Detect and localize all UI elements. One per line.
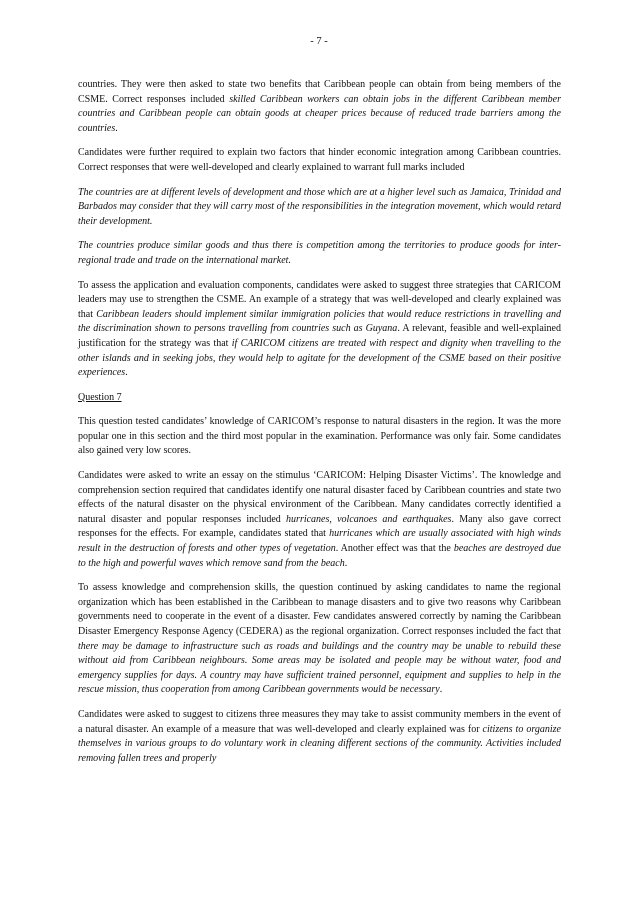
text-run: . [439,684,443,696]
italic-text: citizens to organize themselves in various groups to do voluntary work in cleaning different sections of the community. Activities included removing fallen trees and properly [78,723,561,764]
text-run: Candidates were further required to explain two factors that hinder economic integration among Caribbean countries. Correct responses that were well-developed and clearly explained to warrant full marks included [78,147,561,173]
italic-text: The countries are at different levels of development and those which are at a higher level such as Jamaica, Trinidad and Barbados may consider that they will carry most of the responsibilities in the integration movement, which would retard their development. [78,186,561,227]
paragraph [78,279,561,381]
text-run: . [115,122,118,134]
italic-text: skilled Caribbean workers can obtain jobs in the different Caribbean member countries and Caribbean people can obtain goods at cheaper prices because of reduced trade barriers among the countries [78,93,561,134]
section-heading [78,391,561,406]
paragraph [78,581,561,698]
italic-text: The countries produce similar goods and thus there is competition among the territories to produce goods for inter-regional trade and trade on the international market. [78,240,561,266]
text-run: Candidates were asked to suggest to citizens three measures they may take to assist community members in the event of a natural disaster. An example of a measure that was well-developed and clearly explained was for [78,708,561,735]
paragraph [78,469,561,571]
paragraph [78,239,561,268]
paragraph [78,146,561,175]
text-run: . Many also gave correct responses for the effects. For example, candidates stated that [78,513,561,540]
text-run: . [125,367,128,379]
paragraph [78,415,561,459]
text-run: Question 7 [78,391,122,403]
italic-text: Caribbean leaders should implement similar immigration policies that would reduce restrictions in travelling and the discrimination shown to persons travelling from countries such as Guyana [78,308,561,335]
text-run: . [344,557,348,569]
text-run: . A relevant, feasible and well-explained justification for the strategy was that [78,323,561,349]
paragraph [78,708,561,766]
italic-text: hurricanes which are usually associated with high winds result in the destruction of forests and other types of vegetation [78,528,561,555]
italic-text: there may be damage to infrastructure such as roads and buildings and the country may be unable to rebuild these without aid from Caribbean neighbours. Some areas may be isolated and people may be without water, food and emergency supplies for days. A country may have sufficient trained personnel, equipment and supplies to help in the rescue mission, thus cooperation from among Caribbean governments would be necessary [78,640,561,696]
italic-text: if CARICOM citizens are treated with respect and dignity when travelling to the other islands and in seeking jobs, they would help to agitate for the development of the CSME based on their positive experiences [78,337,561,379]
document-body [78,78,561,776]
text-run: To assess knowledge and comprehension skills, the question continued by asking candidates to name the regional organization which has been established in the Caribbean to manage disasters and to give two reasons why Caribbean governments need to cooperate in the event of a disaster. Few candidates answered correctly by naming the Caribbean Disaster Emergency Response Agency (CEDERA) as the regional organization. Correct responses included the fact that [78,582,561,637]
paragraph [78,186,561,230]
paragraph [78,78,561,136]
italic-text: hurricanes, volcanoes and earthquakes [286,513,452,525]
text-run: . Another effect was that the [335,543,454,555]
page-number: - 7 - [310,36,328,47]
text-run: This question tested candidates’ knowledge of CARICOM’s response to natural disasters in the region. It was the more popular one in this section and the third most popular in the examination. Performance was only fair. Some candidates also gained very low scores. [78,416,561,457]
text-run: To assess the application and evaluation components, candidates were asked to suggest three strategies that CARICOM leaders may use to strengthen the CSME. An example of a strategy that was well-developed and clearly explained was that [78,279,561,320]
italic-text: beaches are destroyed due to the high and powerful waves which remove sand from the beach [78,543,561,569]
text-run: countries. They were then asked to state two benefits that Caribbean people can obtain from being members of the CSME. Correct responses included [78,79,561,105]
text-run: Candidates were asked to write an essay on the stimulus ‘CARICOM: Helping Disaster Victims’. The knowledge and comprehension section required that candidates identify one natural disaster faced by Caribbean countries and state two effects of the natural disaster on the physical environment of the Caribbean. Many candidates correctly identified a natural disaster and popular responses included [78,470,561,525]
